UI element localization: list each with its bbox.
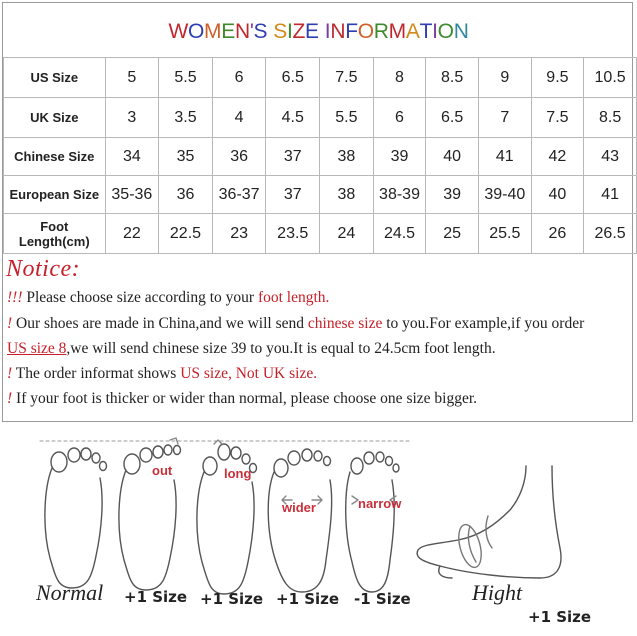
table-cell: 5 xyxy=(105,58,159,98)
table-cell: 10.5 xyxy=(584,58,637,98)
table-row xyxy=(4,214,637,254)
title-letter: I xyxy=(286,20,293,43)
notice-text: ,we will send chinese size 39 to you.It is equal to 24.5cm foot length. xyxy=(66,340,496,357)
wider-size-label: +1 Size xyxy=(276,590,340,608)
table-row xyxy=(4,138,637,176)
row-header-line: Length(cm) xyxy=(18,233,90,249)
table-cell: 36 xyxy=(159,176,213,214)
title-letter: N xyxy=(453,20,469,43)
title-letter: N xyxy=(330,20,346,43)
notice-text: The order informat shows xyxy=(12,365,181,382)
row-header: European Size xyxy=(4,176,106,214)
title-letter: S xyxy=(253,20,268,43)
wider-label: wider xyxy=(282,500,316,515)
table-cell: 4 xyxy=(212,98,266,138)
hight-size-label: +1 Size xyxy=(528,608,592,626)
notice-text: to you.For example,if you order xyxy=(382,315,585,332)
long-label: long xyxy=(224,466,252,481)
table-cell: 3 xyxy=(105,98,159,138)
table-cell: 5.5 xyxy=(320,98,374,138)
table-cell: 6.5 xyxy=(266,58,320,98)
title-letter: S xyxy=(273,20,287,43)
out-label: out xyxy=(152,463,173,478)
table-cell: 41 xyxy=(478,138,531,176)
notice-title: Notice: xyxy=(6,256,81,282)
table-cell: 40 xyxy=(426,138,479,176)
title-letter: Z xyxy=(292,20,306,43)
table-cell: 38-39 xyxy=(373,176,426,214)
foot-shape-guide xyxy=(0,428,637,636)
table-cell: 5.5 xyxy=(159,58,213,98)
table-cell: 42 xyxy=(531,138,584,176)
narrow-size-label: -1 Size xyxy=(354,590,411,608)
notice-section xyxy=(3,256,631,407)
table-cell: 35 xyxy=(159,138,213,176)
table-cell: 39-40 xyxy=(478,176,531,214)
notice-line-1 xyxy=(7,289,329,307)
notice-text: Please choose size according to your xyxy=(22,289,258,306)
title-letter: I xyxy=(432,20,438,43)
table-cell: 41 xyxy=(584,176,637,214)
table-cell: 22 xyxy=(105,214,159,254)
title-letter: E xyxy=(305,20,319,43)
title-letter: W xyxy=(168,20,188,43)
table-cell: 8 xyxy=(373,58,426,98)
narrow-label: narrow xyxy=(358,496,402,511)
table-cell: 36 xyxy=(212,138,266,176)
notice-mark: !!! xyxy=(7,289,23,306)
size-table xyxy=(3,57,637,254)
table-cell: 37 xyxy=(266,176,320,214)
table-cell: 36-37 xyxy=(212,176,266,214)
table-cell: 39 xyxy=(373,138,426,176)
table-cell: 6.5 xyxy=(426,98,479,138)
title-letter: T xyxy=(419,20,433,43)
title-letter: E xyxy=(221,20,235,43)
table-cell: 25.5 xyxy=(478,214,531,254)
title-letter: A xyxy=(405,20,420,43)
notice-highlight: US size, Not UK size. xyxy=(180,365,318,382)
notice-line-3 xyxy=(7,340,496,358)
table-cell: 40 xyxy=(531,176,584,214)
table-row xyxy=(4,176,637,214)
notice-line-5 xyxy=(7,390,477,408)
table-cell: 24 xyxy=(320,214,374,254)
table-cell: 7.5 xyxy=(531,98,584,138)
table-cell: 23 xyxy=(212,214,266,254)
notice-text: If your foot is thicker or wider than normal, please choose one size bigger. xyxy=(12,390,478,407)
row-header: Chinese Size xyxy=(4,138,106,176)
row-header-line: Foot xyxy=(40,218,69,234)
title-letter: O xyxy=(437,20,454,43)
table-cell: 35-36 xyxy=(105,176,159,214)
table-row xyxy=(4,58,637,98)
notice-text: Our shoes are made in China,and we will send xyxy=(12,315,308,332)
table-cell: 23.5 xyxy=(266,214,320,254)
table-cell: 8.5 xyxy=(426,58,479,98)
table-cell: 34 xyxy=(105,138,159,176)
row-header: US Size xyxy=(4,58,106,98)
row-header: UK Size xyxy=(4,98,106,138)
table-cell: 22.5 xyxy=(159,214,213,254)
table-cell: 8.5 xyxy=(584,98,637,138)
table-cell: 38 xyxy=(320,176,374,214)
high-instep-foot-icon xyxy=(417,466,561,578)
table-cell: 9 xyxy=(478,58,531,98)
notice-mark: ! xyxy=(7,365,13,382)
table-cell: 24.5 xyxy=(373,214,426,254)
chart-title xyxy=(0,20,637,44)
normal-foot-icon xyxy=(45,448,107,588)
table-cell: 6 xyxy=(212,58,266,98)
title-letter: M xyxy=(204,20,222,43)
normal-label: Normal xyxy=(36,580,104,605)
table-cell: 6 xyxy=(373,98,426,138)
title-letter: M xyxy=(388,20,406,43)
row-header xyxy=(4,214,106,254)
table-cell: 7.5 xyxy=(320,58,374,98)
table-cell: 26.5 xyxy=(584,214,637,254)
out-size-label: +1 Size xyxy=(124,588,188,606)
title-letter: O xyxy=(357,20,374,43)
title-letter: I xyxy=(324,20,331,43)
narrow-foot-icon xyxy=(346,452,402,592)
notice-line-2 xyxy=(7,315,584,333)
notice-mark: ! xyxy=(7,315,13,332)
title-letter: ' xyxy=(249,20,254,43)
long-size-label: +1 Size xyxy=(200,590,264,608)
table-cell: 37 xyxy=(266,138,320,176)
table-cell: 7 xyxy=(478,98,531,138)
table-cell: 4.5 xyxy=(266,98,320,138)
table-cell: 3.5 xyxy=(159,98,213,138)
title-letter: N xyxy=(234,20,250,43)
notice-highlight: foot length. xyxy=(257,289,330,306)
table-cell: 9.5 xyxy=(531,58,584,98)
title-letter: R xyxy=(373,20,389,43)
table-row xyxy=(4,98,637,138)
wider-foot-icon xyxy=(268,449,331,592)
table-cell: 38 xyxy=(320,138,374,176)
table-cell: 25 xyxy=(426,214,479,254)
notice-mark: ! xyxy=(7,390,13,407)
title-letter: O xyxy=(187,20,205,43)
table-cell: 26 xyxy=(531,214,584,254)
table-cell: 43 xyxy=(584,138,637,176)
long-foot-icon xyxy=(197,440,257,594)
out-foot-icon xyxy=(119,438,181,590)
title-letter: F xyxy=(345,20,358,43)
hight-label: Hight xyxy=(472,580,523,605)
notice-highlight: chinese size xyxy=(307,315,383,332)
notice-highlight: US size 8 xyxy=(7,340,67,357)
notice-line-4 xyxy=(7,365,317,383)
table-cell: 39 xyxy=(426,176,479,214)
